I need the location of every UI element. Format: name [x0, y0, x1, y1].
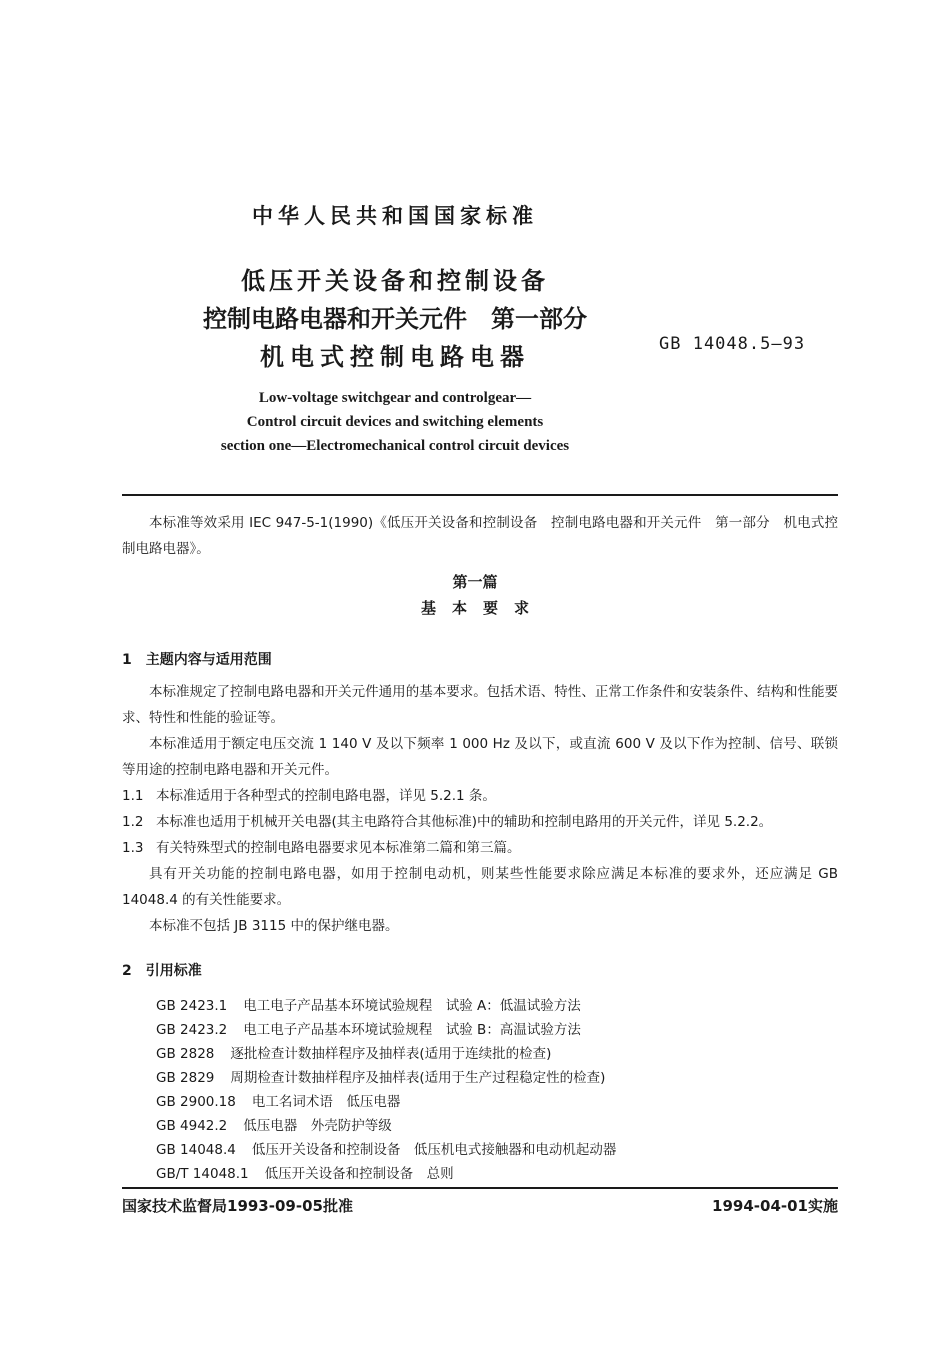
reference-code: GB 2828	[156, 1046, 215, 1062]
reference-title: 电工电子产品基本环境试验规程 试验 A：低温试验方法	[243, 998, 581, 1014]
reference-title: 低压开关设备和控制设备 总则	[264, 1166, 454, 1182]
reference-code: GB 2900.18	[156, 1094, 236, 1110]
chinese-title-line-1: 低压开关设备和控制设备	[241, 267, 549, 295]
reference-item	[122, 1090, 838, 1114]
clause-text: 有关特殊型式的控制电路电器要求见本标准第二篇和第三篇。	[156, 840, 521, 856]
footer-divider	[122, 1187, 838, 1189]
clause-1-1	[122, 783, 838, 809]
clause-text: 本标准适用于各种型式的控制电路电器，详见 5.2.1 条。	[156, 788, 496, 804]
section-1-paragraph-4: 本标准不包括 JB 3115 中的保护继电器。	[149, 918, 399, 934]
national-standard-title: 中华人民共和国国家标准	[252, 204, 538, 228]
reference-code: GB/T 14048.1	[156, 1166, 249, 1182]
english-title-line-3: section one—Electromechanical control circuit devices	[220, 438, 570, 454]
part-subtitle: 基本要求	[420, 599, 545, 617]
english-title	[0, 386, 790, 458]
footer	[122, 1195, 838, 1216]
clause-number: 1.3	[122, 840, 144, 856]
reference-title: 电工电子产品基本环境试验规程 试验 B：高温试验方法	[243, 1022, 581, 1038]
clause-1-2	[122, 809, 838, 835]
reference-item	[122, 994, 838, 1018]
english-title-line-1: Low-voltage switchgear and controlgear—	[258, 390, 532, 406]
section-1-heading: 1 主题内容与适用范围	[122, 652, 272, 668]
reference-item	[122, 1162, 838, 1186]
reference-list	[122, 994, 838, 1186]
reference-code: GB 14048.4	[156, 1142, 236, 1158]
section-1-paragraph-3: 具有开关功能的控制电路电器，如用于控制电动机，则某些性能要求除应满足本标准的要求外，还应满足 GB 14048.4 的有关性能要求。	[122, 866, 838, 908]
clause-text: 本标准也适用于机械开关电器(其主电路符合其他标准)中的辅助和控制电路用的开关元件，详见 5.2.2。	[156, 814, 773, 830]
reference-item	[122, 1018, 838, 1042]
standard-number: GB 14048.5—93	[659, 334, 806, 354]
part-heading	[0, 569, 950, 621]
part-title: 第一篇	[452, 573, 498, 591]
header-divider	[122, 494, 838, 496]
reference-code: GB 2829	[156, 1070, 215, 1086]
clause-number: 1.1	[122, 788, 144, 804]
section-2	[122, 958, 838, 1186]
approval-date: 国家技术监督局1993-09-05批准	[122, 1197, 353, 1215]
clause-number: 1.2	[122, 814, 144, 830]
intro-paragraph: 本标准等效采用 IEC 947-5-1(1990)《低压开关设备和控制设备 控制电路电器和开关元件 第一部分 机电式控制电路电器》。	[122, 515, 838, 557]
reference-item	[122, 1138, 838, 1162]
reference-title: 低压电器 外壳防护等级	[243, 1118, 392, 1134]
reference-title: 电工名词术语 低压电器	[251, 1094, 401, 1110]
section-1	[122, 647, 838, 939]
reference-code: GB 2423.2	[156, 1022, 228, 1038]
reference-item	[122, 1114, 838, 1138]
chinese-title-line-3: 机电式控制电路电器	[260, 343, 530, 371]
reference-code: GB 4942.2	[156, 1118, 228, 1134]
effective-date: 1994-04-01实施	[712, 1197, 838, 1215]
reference-title: 低压开关设备和控制设备 低压机电式接触器和电动机起动器	[251, 1142, 617, 1158]
reference-code: GB 2423.1	[156, 998, 228, 1014]
chinese-title	[0, 262, 790, 376]
clause-1-3	[122, 835, 838, 861]
section-2-heading: 2 引用标准	[122, 963, 202, 979]
english-title-line-2: Control circuit devices and switching elements	[246, 414, 544, 430]
section-1-paragraph-2: 本标准适用于额定电压交流 1 140 V 及以下频率 1 000 Hz 及以下，或直流 600 V 及以下作为控制、信号、联锁等用途的控制电路电器和开关元件。	[122, 736, 838, 778]
chinese-title-line-2: 控制电路电器和开关元件 第一部分	[203, 305, 587, 333]
reference-title: 逐批检查计数抽样程序及抽样表(适用于连续批的检查)	[230, 1046, 552, 1062]
section-1-paragraph-1: 本标准规定了控制电路电器和开关元件通用的基本要求。包括术语、特性、正常工作条件和安装条件、结构和性能要求、特性和性能的验证等。	[122, 684, 838, 726]
reference-title: 周期检查计数抽样程序及抽样表(适用于生产过程稳定性的检查)	[230, 1070, 606, 1086]
reference-item	[122, 1042, 838, 1066]
intro-paragraph-block	[122, 510, 838, 562]
reference-item	[122, 1066, 838, 1090]
